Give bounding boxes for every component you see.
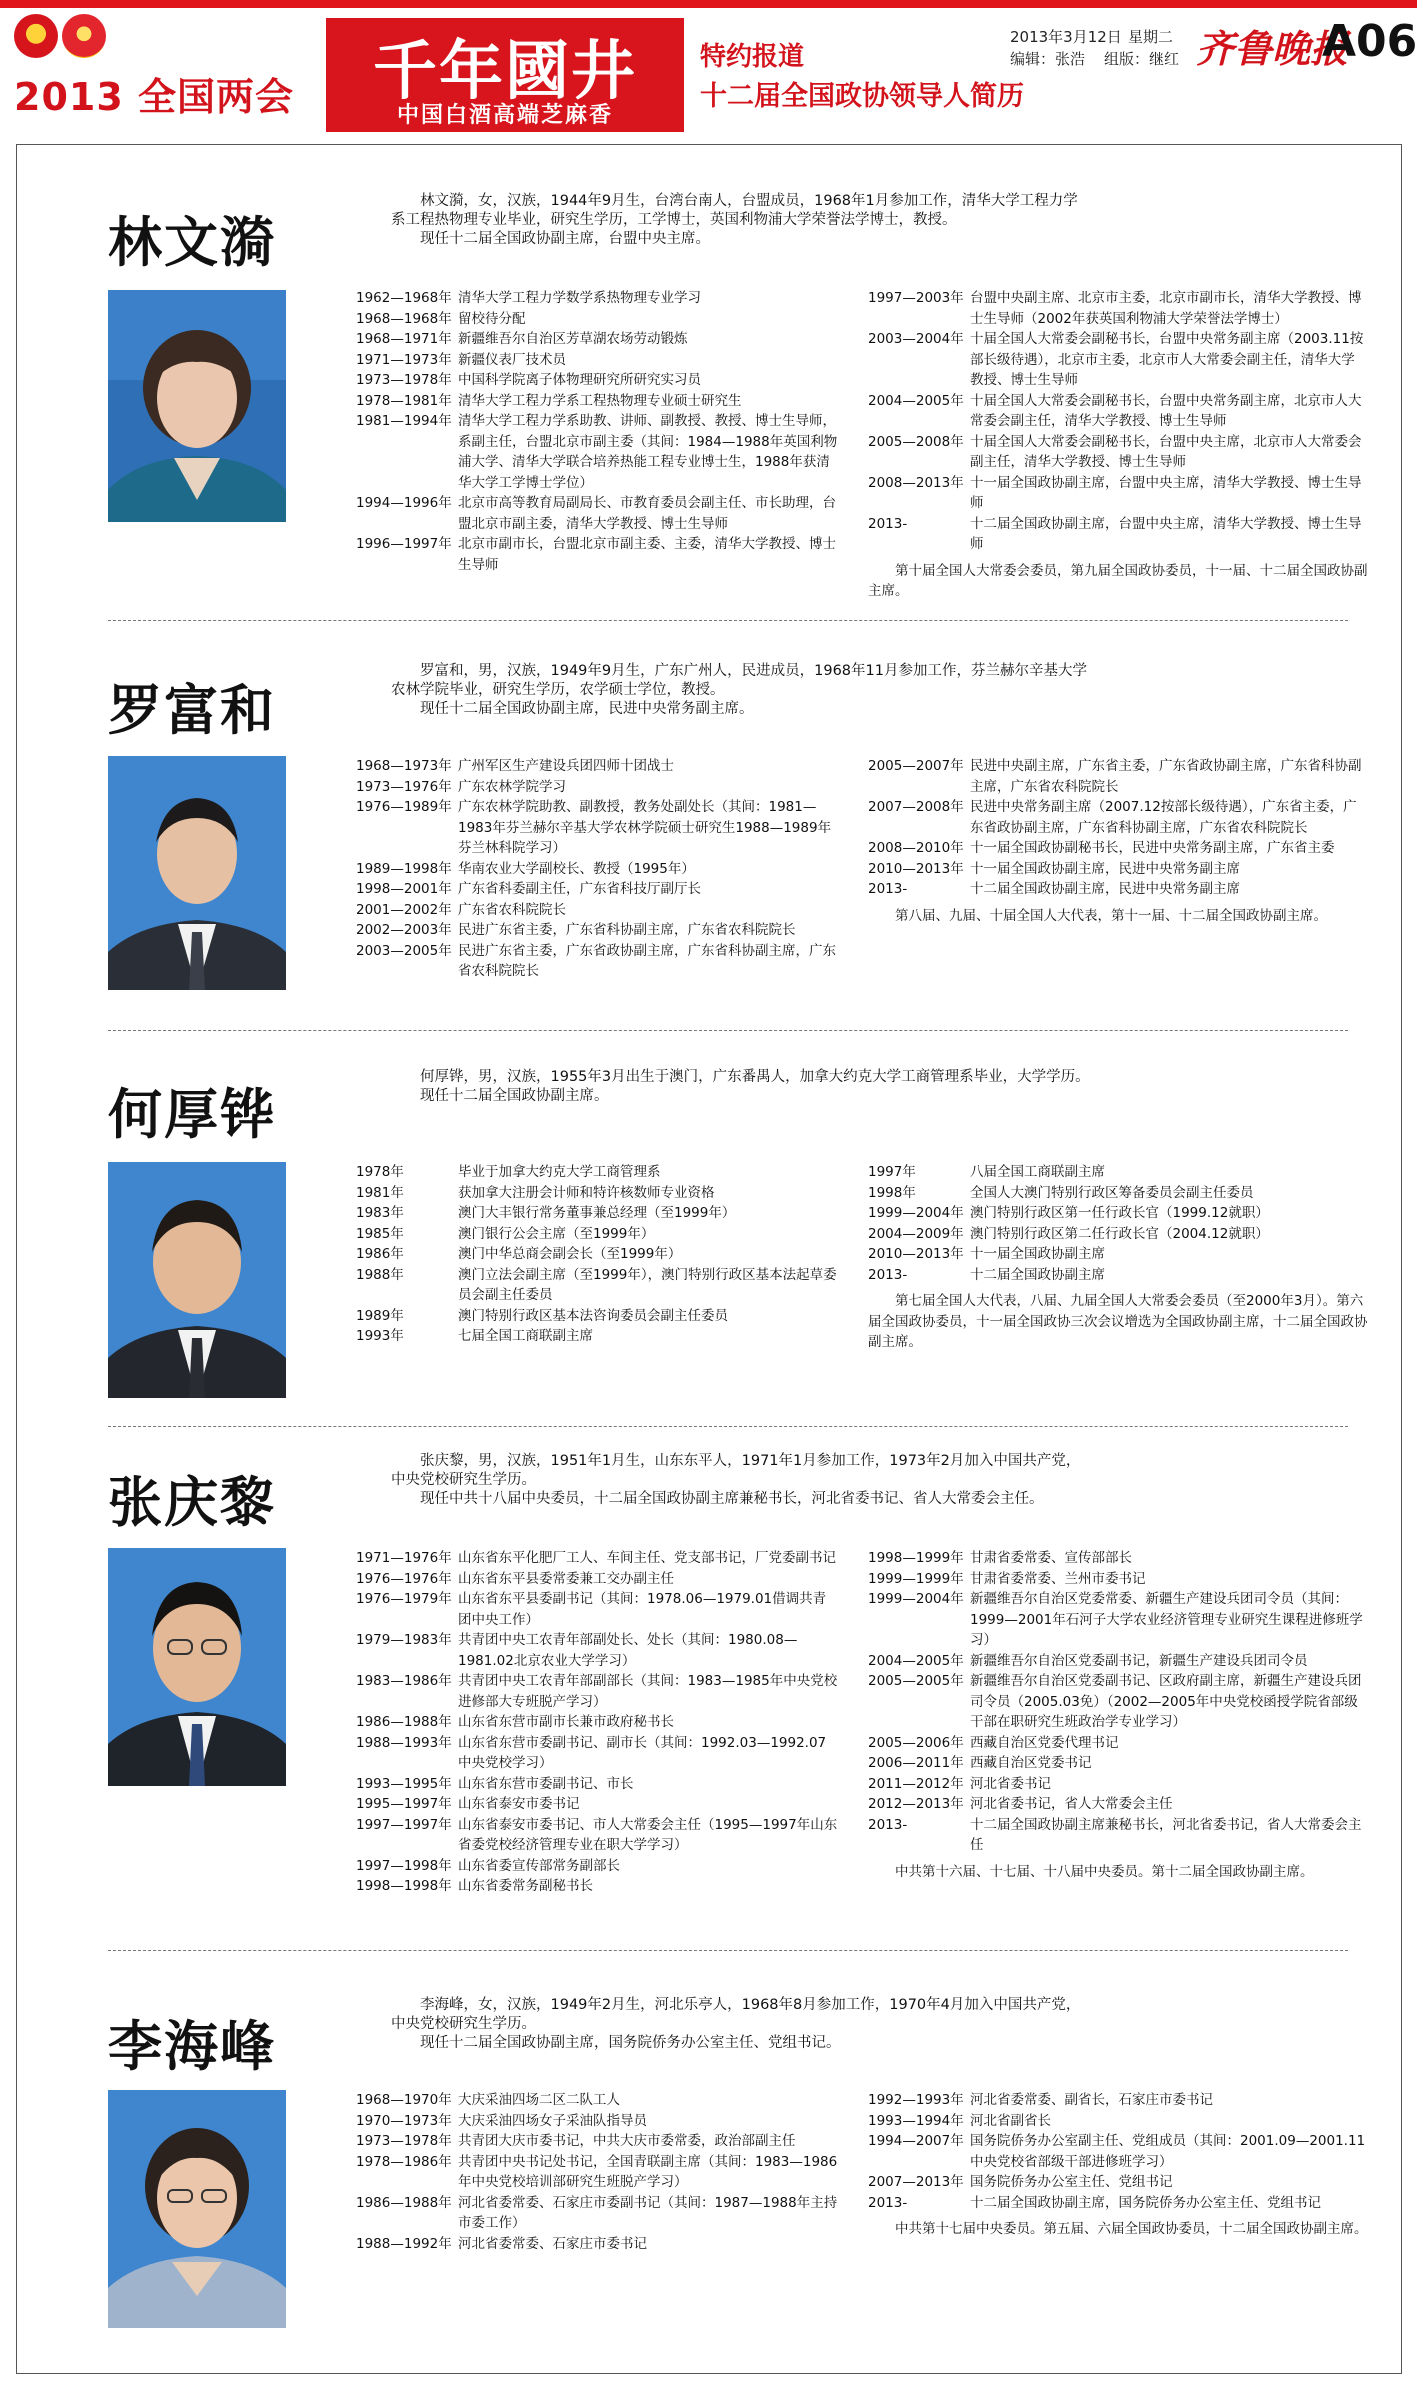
timeline-entry <box>868 2090 1368 2111</box>
editor-credit: 编辑：张浩 <box>1010 50 1086 68</box>
timeline-desc: 八届全国工商联副主席 <box>970 1164 1105 1180</box>
timeline-desc: 河北省委书记 <box>970 1775 1051 1792</box>
timeline-desc: 十届全国人大常委会副秘书长，台盟中央主席，北京市人大常委会副主任，清华大学教授、博士生导师 <box>970 433 1362 470</box>
career-timeline-left <box>356 2090 838 2254</box>
timeline-years: 1986—1988年 <box>356 1714 452 1730</box>
timeline-entry <box>356 2090 838 2111</box>
timeline-entry <box>868 1569 1368 1590</box>
profile-lin-wenyi <box>16 180 1402 600</box>
timeline-desc: 新疆维吾尔自治区党委副书记，新疆生产建设兵团司令员 <box>970 1652 1308 1669</box>
career-timeline-left <box>356 1548 838 1897</box>
timeline-entry <box>356 329 838 350</box>
timeline-years: 2001—2002年 <box>356 901 452 918</box>
timeline-years: 1983—1986年 <box>356 1673 452 1689</box>
timeline-entry <box>868 1774 1368 1795</box>
section-divider <box>108 1950 1348 1951</box>
timeline-entry <box>868 1815 1368 1856</box>
timeline-desc: 广东农林学院学习 <box>458 778 566 795</box>
bio-current-post: 现任中共十八届中央委员，十二届全国政协副主席兼秘书长，河北省委书记、省人大常委会主任。 <box>420 1491 1044 1507</box>
career-timeline-right <box>868 1548 1368 1882</box>
timeline-desc: 山东省东营市委副书记、市长 <box>458 1775 634 1792</box>
timeline-entry <box>356 1183 838 1204</box>
timeline-desc: 山东省东平化肥厂工人、车间主任、党支部书记，厂党委副书记 <box>458 1550 836 1566</box>
timeline-entry <box>868 838 1368 859</box>
profile-name: 林文漪 <box>108 210 276 274</box>
profile-zhang-qingli <box>16 1444 1402 1924</box>
profile-luo-fuhe <box>16 650 1402 1010</box>
timeline-years: 1976—1979年 <box>356 1591 452 1607</box>
timeline-entry <box>868 1244 1368 1265</box>
profile-bio <box>391 1452 1091 1509</box>
timeline-desc: 全国人大澳门特别行政区筹备委员会副主任委员 <box>970 1184 1254 1201</box>
timeline-years: 1988—1992年 <box>356 2235 452 2252</box>
timeline-entry <box>868 2111 1368 2132</box>
career-timeline-right <box>868 1162 1368 1353</box>
timeline-desc: 山东省委宣传部常务副部长 <box>458 1857 620 1874</box>
timeline-years: 1993年 <box>356 1328 404 1344</box>
timeline-entry <box>356 1589 838 1630</box>
portrait-photo <box>108 290 286 522</box>
timeline-desc: 澳门特别行政区第一任行政长官（1999.12就职） <box>970 1205 1269 1221</box>
section-divider <box>108 620 1348 621</box>
profile-note: 第十届全国人大常委会委员，第九届全国政协委员，十一届、十二届全国政协副主席。 <box>868 562 1368 599</box>
national-emblem-icon <box>14 14 58 58</box>
timeline-desc: 新疆维吾尔自治区党委常委、新疆生产建设兵团司令员（其间：1999—2001年石河子大学农业经济管理专业研究生课程进修班学习） <box>970 1591 1363 1648</box>
timeline-entry <box>868 1548 1368 1569</box>
timeline-entry <box>356 1733 838 1774</box>
timeline-entry <box>868 797 1368 838</box>
timeline-years: 2013- <box>868 881 908 897</box>
timeline-years: 1993—1995年 <box>356 1775 452 1792</box>
timeline-years: 1986年 <box>356 1246 404 1262</box>
timeline-entry <box>868 1671 1368 1733</box>
timeline-years: 2008—2010年 <box>868 840 964 856</box>
timeline-entry <box>868 1265 1368 1286</box>
timeline-entry <box>868 879 1368 900</box>
timeline-desc: 大庆采油四场二区二队工人 <box>458 2092 620 2108</box>
profile-bio <box>391 1068 1091 1106</box>
cppcc-emblem-icon <box>62 14 106 58</box>
timeline-years: 1971—1976年 <box>356 1550 452 1566</box>
timeline-desc: 共青团中央工农青年部副处长、处长（其间：1980.08—1981.02北京农业大学学习） <box>458 1632 798 1669</box>
timeline-desc: 十届全国人大常委会副秘书长，台盟中央常务副主席，北京市人大常委会副主任，清华大学教授、博士生导师 <box>970 392 1362 429</box>
special-report-label: 特约报道 <box>700 42 805 72</box>
profile-name: 何厚铧 <box>108 1082 276 1146</box>
timeline-entry <box>356 1548 838 1569</box>
timeline-years: 2013- <box>868 515 908 532</box>
issue-date: 2013年3月12日 <box>1010 28 1122 46</box>
timeline-desc: 民进广东省主委，广东省政协副主席，广东省科协副主席，广东省农科院院长 <box>458 942 836 979</box>
header-rule <box>0 0 1417 8</box>
timeline-desc: 共青团中央工农青年部副部长（其间：1983—1985年中央党校进修部大专班脱产学习） <box>458 1673 838 1710</box>
timeline-years: 1968—1970年 <box>356 2092 452 2108</box>
timeline-years: 1983年 <box>356 1205 404 1221</box>
timeline-entry <box>868 1224 1368 1245</box>
timeline-desc: 澳门中华总商会副会长（至1999年） <box>458 1246 682 1262</box>
bio-current-post: 现任十二届全国政协副主席，国务院侨务办公室主任、党组书记。 <box>420 2035 841 2051</box>
timeline-desc: 民进广东省主委，广东省科协副主席，广东省农科院院长 <box>458 922 796 938</box>
timeline-entry <box>356 1569 838 1590</box>
timeline-desc: 十一届全国政协副主席，民进中央常务副主席 <box>970 860 1240 877</box>
sponsor-name: 千年國井 <box>373 34 637 109</box>
timeline-entry <box>356 309 838 330</box>
timeline-desc: 十一届全国政协副秘书长，民进中央常务副主席，广东省主委 <box>970 840 1335 856</box>
timeline-desc: 十二届全国政协副主席，民进中央常务副主席 <box>970 881 1240 897</box>
timeline-years: 2010—2013年 <box>868 860 964 877</box>
timeline-desc: 新疆仪表厂技术员 <box>458 351 566 368</box>
page-subject: 十二届全国政协领导人简历 <box>700 81 1024 112</box>
timeline-desc: 毕业于加拿大约克大学工商管理系 <box>458 1164 661 1180</box>
timeline-entry <box>356 1774 838 1795</box>
portrait-photo <box>108 1162 286 1398</box>
timeline-years: 2008—2013年 <box>868 474 964 491</box>
timeline-years: 1995—1997年 <box>356 1796 452 1812</box>
timeline-desc: 河北省委常委、副省长，石家庄市委书记 <box>970 2092 1213 2108</box>
timeline-years: 1986—1988年 <box>356 2194 452 2211</box>
timeline-years: 1973—1976年 <box>356 778 452 795</box>
timeline-entry <box>356 756 838 777</box>
timeline-years: 2007—2008年 <box>868 799 964 815</box>
timeline-entry <box>868 288 1368 329</box>
timeline-entry <box>356 1265 838 1306</box>
timeline-years: 2006—2011年 <box>868 1755 964 1771</box>
timeline-years: 2004—2005年 <box>868 392 964 409</box>
timeline-years: 1985年 <box>356 1225 404 1242</box>
timeline-years: 2013- <box>868 2194 908 2211</box>
timeline-desc: 新疆维吾尔自治区党委副书记、区政府副主席，新疆生产建设兵团司令员（2005.03免）（2002—2005年中央党校函授学院省部级干部在职研究生班政治学专业学习） <box>970 1673 1362 1730</box>
timeline-desc: 华南农业大学副校长、教授（1995年） <box>458 860 695 877</box>
timeline-years: 1973—1978年 <box>356 372 452 388</box>
timeline-entry <box>356 370 838 391</box>
issue-weekday: 星期二 <box>1128 28 1174 46</box>
timeline-desc: 清华大学工程力学系工程热物理专业硕士研究生 <box>458 392 742 409</box>
profile-name: 李海峰 <box>108 2014 276 2078</box>
timeline-entry <box>356 797 838 859</box>
timeline-years: 1978—1986年 <box>356 2153 452 2170</box>
timeline-years: 2003—2004年 <box>868 331 964 347</box>
timeline-years: 1999—2004年 <box>868 1591 964 1607</box>
profile-bio <box>391 192 1091 249</box>
timeline-desc: 民进中央常务副主席（2007.12按部长级待遇），广东省主委，广东省政协副主席，广东省科协副主席，广东省农科院院长 <box>970 799 1357 836</box>
timeline-entry <box>868 756 1368 797</box>
timeline-desc: 北京市副市长，台盟北京市副主委、主委，清华大学教授、博士生导师 <box>458 536 836 573</box>
timeline-years: 1997—1998年 <box>356 1857 452 1874</box>
bio-current-post: 现任十二届全国政协副主席，台盟中央主席。 <box>420 231 710 247</box>
timeline-desc: 河北省委常委、石家庄市委副书记（其间：1987—1988年主持市委工作） <box>458 2194 838 2231</box>
timeline-entry <box>356 1162 838 1183</box>
timeline-desc: 山东省委常务副秘书长 <box>458 1878 593 1894</box>
timeline-desc: 甘肃省委常委、宣传部部长 <box>970 1550 1132 1566</box>
career-timeline-right <box>868 756 1368 926</box>
timeline-entry <box>868 2193 1368 2214</box>
timeline-desc: 广东农林学院助教、副教授，教务处副处长（其间：1981—1983年芬兰赫尔辛基大学农林学院硕士研究生1988—1989年芬兰林科院学习） <box>458 799 832 856</box>
timeline-entry <box>356 2131 838 2152</box>
timeline-years: 1989年 <box>356 1307 404 1324</box>
timeline-desc: 新疆维吾尔自治区芳草湖农场劳动锻炼 <box>458 331 688 347</box>
timeline-years: 1999—2004年 <box>868 1205 964 1221</box>
timeline-desc: 国务院侨务办公室副主任、党组成员（其间：2001.09—2001.11中央党校省部级干部进修班学习） <box>970 2133 1366 2170</box>
timeline-years: 1978—1981年 <box>356 392 452 409</box>
profile-bio <box>391 1996 1091 2053</box>
timeline-desc: 十二届全国政协副主席，国务院侨务办公室主任、党组书记 <box>970 2194 1321 2211</box>
timeline-entry <box>356 411 838 493</box>
profile-name: 张庆黎 <box>108 1470 276 1534</box>
timeline-entry <box>356 1306 838 1327</box>
timeline-years: 1976—1989年 <box>356 799 452 815</box>
timeline-years: 1998—2001年 <box>356 881 452 897</box>
timeline-years: 1988—1993年 <box>356 1734 452 1751</box>
timeline-entry <box>356 2193 838 2234</box>
timeline-years: 1992—1993年 <box>868 2092 964 2108</box>
newspaper-name: 齐鲁晚报 <box>1196 26 1349 71</box>
timeline-desc: 山东省东营市副市长兼市政府秘书长 <box>458 1714 674 1730</box>
timeline-entry <box>356 1712 838 1733</box>
timeline-desc: 西藏自治区党委代理书记 <box>970 1734 1119 1751</box>
timeline-years: 1994—2007年 <box>868 2133 964 2149</box>
timeline-years: 1999—1999年 <box>868 1570 964 1587</box>
timeline-entry <box>356 1630 838 1671</box>
timeline-years: 1968—1971年 <box>356 331 452 347</box>
timeline-years: 2003—2005年 <box>356 942 452 959</box>
timeline-desc: 河北省委书记，省人大常委会主任 <box>970 1796 1173 1812</box>
timeline-years: 2007—2013年 <box>868 2174 964 2190</box>
timeline-years: 1996—1997年 <box>356 536 452 552</box>
timeline-years: 1997—2003年 <box>868 290 964 306</box>
portrait-photo <box>108 2090 286 2328</box>
timeline-desc: 清华大学工程力学系助教、讲师、副教授、教授、博士生导师，系副主任，台盟北京市副主委（其间：1984—1988年英国利物浦大学、清华大学联合培养热能工程专业博士生，1988年获清华大学工学博士学位） <box>458 413 838 491</box>
timeline-entry <box>356 920 838 941</box>
timeline-desc: 澳门特别行政区第二任行政长官（2004.12就职） <box>970 1225 1269 1242</box>
timeline-years: 1981—1994年 <box>356 413 452 429</box>
composer-credit: 组版：继红 <box>1104 50 1180 68</box>
timeline-desc: 澳门大丰银行常务董事兼总经理（至1999年） <box>458 1205 736 1221</box>
timeline-entry <box>868 1733 1368 1754</box>
timeline-years: 1973—1978年 <box>356 2133 452 2149</box>
timeline-years: 2002—2003年 <box>356 922 452 938</box>
timeline-years: 2004—2009年 <box>868 1225 964 1242</box>
timeline-desc: 十二届全国政协副主席，台盟中央主席，清华大学教授、博士生导师 <box>970 515 1362 552</box>
timeline-entry <box>356 534 838 575</box>
timeline-years: 2013- <box>868 1816 908 1833</box>
timeline-entry <box>356 288 838 309</box>
timeline-entry <box>356 1856 838 1877</box>
timeline-desc: 山东省东平县委常委兼工交办副主任 <box>458 1570 674 1587</box>
timeline-entry <box>356 1203 838 1224</box>
section-divider <box>108 1030 1348 1031</box>
timeline-entry <box>868 473 1368 514</box>
bio-current-post: 现任十二届全国政协副主席，民进中央常务副主席。 <box>420 701 754 717</box>
page-number: A06 <box>1322 16 1417 67</box>
profile-note: 中共第十七届中央委员。第五届、六届全国政协委员，十二届全国政协副主席。 <box>895 2221 1368 2237</box>
timeline-entry <box>356 900 838 921</box>
timeline-desc: 七届全国工商联副主席 <box>458 1328 593 1344</box>
timeline-desc: 十届全国人大常委会副秘书长，台盟中央常务副主席（2003.11按部长级待遇），北京市主委，北京市人大常委会副主任，清华大学教授、博士生导师 <box>970 331 1364 388</box>
profile-name: 罗富和 <box>108 678 276 742</box>
profile-li-haifeng <box>16 1990 1402 2370</box>
timeline-desc: 共青团中央书记处书记，全国青联副主席（其间：1983—1986年中央党校培训部研究生班脱产学习） <box>458 2153 838 2190</box>
timeline-years: 1968—1973年 <box>356 758 452 774</box>
timeline-entry <box>868 1589 1368 1651</box>
timeline-desc: 国务院侨务办公室主任、党组书记 <box>970 2174 1173 2190</box>
timeline-desc: 十一届全国政协副主席，台盟中央主席，清华大学教授、博士生导师 <box>970 474 1362 511</box>
timeline-desc: 共青团大庆市委书记，中共大庆市委常委，政治部副主任 <box>458 2133 796 2149</box>
bio-text: 罗富和，男，汉族，1949年9月生，广东广州人，民进成员，1968年11月参加工作，芬兰赫尔辛基大学农林学院毕业，研究生学历，农学硕士学位，教授。 <box>391 663 1087 698</box>
timeline-years: 1997年 <box>868 1164 916 1180</box>
timeline-years: 1997—1997年 <box>356 1816 452 1833</box>
timeline-years: 1962—1968年 <box>356 290 452 306</box>
timeline-years: 1968—1968年 <box>356 310 452 327</box>
timeline-years: 1976—1976年 <box>356 1570 452 1587</box>
timeline-entry <box>868 2131 1368 2172</box>
timeline-desc: 民进中央副主席，广东省主委，广东省政协副主席，广东省科协副主席，广东省农科院院长 <box>970 758 1362 795</box>
timeline-desc: 山东省东营市委副书记、副市长（其间：1992.03—1992.07中央党校学习） <box>458 1734 827 1771</box>
timeline-entry <box>356 1815 838 1856</box>
timeline-entry <box>868 514 1368 555</box>
timeline-years: 2005—2007年 <box>868 758 964 774</box>
bio-text: 林文漪，女，汉族，1944年9月生，台湾台南人，台盟成员，1968年1月参加工作，清华大学工程力学系工程热物理专业毕业，研究生学历，工学博士，英国利物浦大学荣誉法学博士，教授。 <box>391 193 1078 228</box>
bio-text: 何厚铧，男，汉族，1955年3月出生于澳门，广东番禺人，加拿大约克大学工商管理系毕业，大学学历。 <box>420 1069 1090 1085</box>
timeline-years: 1971—1973年 <box>356 351 452 368</box>
timeline-desc: 十一届全国政协副主席 <box>970 1246 1105 1262</box>
timeline-entry <box>868 1162 1368 1183</box>
profile-bio <box>391 662 1091 719</box>
bio-current-post: 现任十二届全国政协副主席。 <box>420 1088 609 1104</box>
page-header <box>0 0 1417 140</box>
timeline-desc: 北京市高等教育局副局长、市教育委员会副主任、市长助理，台盟北京市副主委，清华大学教授、博士生导师 <box>458 495 836 532</box>
section-divider <box>108 1426 1348 1427</box>
timeline-entry <box>868 1794 1368 1815</box>
timeline-entry <box>356 1244 838 1265</box>
timeline-entry <box>356 2152 838 2193</box>
timeline-desc: 留校待分配 <box>458 310 526 327</box>
profile-he-houhua <box>16 1056 1402 1416</box>
timeline-entry <box>356 1326 838 1347</box>
timeline-entry <box>868 1753 1368 1774</box>
career-timeline-right <box>868 2090 1368 2240</box>
timeline-years: 1979—1983年 <box>356 1632 452 1648</box>
timeline-entry <box>356 777 838 798</box>
timeline-entry <box>356 2111 838 2132</box>
timeline-desc: 十二届全国政协副主席兼秘书长，河北省委书记，省人大常委会主任 <box>970 1816 1362 1853</box>
timeline-entry <box>868 1651 1368 1672</box>
timeline-desc: 澳门特别行政区基本法咨询委员会副主任委员 <box>458 1307 728 1324</box>
timeline-entry <box>868 329 1368 391</box>
profile-note: 第八届、九届、十届全国人大代表，第十一届、十二届全国政协副主席。 <box>895 907 1327 924</box>
timeline-years: 2011—2012年 <box>868 1775 964 1792</box>
bio-text: 李海峰，女，汉族，1949年2月生，河北乐亭人，1968年8月参加工作，1970年4月加入中国共产党，中央党校研究生学历。 <box>391 1997 1081 2032</box>
profile-note: 中共第十六届、十七届、十八届中央委员。第十二届全国政协副主席。 <box>895 1863 1314 1880</box>
timeline-years: 2005—2005年 <box>868 1673 964 1689</box>
timeline-entry <box>356 1671 838 1712</box>
portrait-photo <box>108 1548 286 1786</box>
sponsor-banner <box>326 18 684 132</box>
timeline-years: 2004—2005年 <box>868 1652 964 1669</box>
timeline-years: 1994—1996年 <box>356 495 452 511</box>
timeline-years: 2013- <box>868 1266 908 1283</box>
timeline-years: 1981年 <box>356 1184 404 1201</box>
timeline-desc: 西藏自治区党委书记 <box>970 1755 1092 1771</box>
timeline-desc: 山东省泰安市委书记 <box>458 1796 580 1812</box>
timeline-desc: 澳门立法会副主席（至1999年），澳门特别行政区基本法起草委员会副主任委员 <box>458 1266 837 1303</box>
timeline-years: 2005—2008年 <box>868 433 964 450</box>
timeline-entry <box>356 1876 838 1897</box>
timeline-desc: 广东省农科院院长 <box>458 901 566 918</box>
timeline-entry <box>356 2234 838 2255</box>
timeline-years: 1978年 <box>356 1164 404 1180</box>
timeline-desc: 山东省东平县委副书记（其间：1978.06—1979.01借调共青团中央工作） <box>458 1591 827 1628</box>
timeline-entry <box>356 493 838 534</box>
timeline-desc: 澳门银行公会主席（至1999年） <box>458 1225 655 1242</box>
portrait-photo <box>108 756 286 990</box>
timeline-desc: 中国科学院离子体物理研究所研究实习员 <box>458 372 701 388</box>
timeline-entry <box>356 941 838 982</box>
timeline-desc: 清华大学工程力学数学系热物理专业学习 <box>458 290 701 306</box>
career-timeline-left <box>356 1162 838 1347</box>
career-timeline-right <box>868 288 1368 602</box>
timeline-years: 1998—1999年 <box>868 1550 964 1566</box>
timeline-years: 1993—1994年 <box>868 2112 964 2129</box>
timeline-years: 1998—1998年 <box>356 1878 452 1894</box>
timeline-desc: 甘肃省委常委、兰州市委书记 <box>970 1570 1146 1587</box>
timeline-years: 2010—2013年 <box>868 1246 964 1262</box>
timeline-entry <box>356 859 838 880</box>
timeline-years: 1988年 <box>356 1266 404 1283</box>
bio-text: 张庆黎，男，汉族，1951年1月生，山东东平人，1971年1月参加工作，1973年2月加入中国共产党，中央党校研究生学历。 <box>391 1453 1081 1488</box>
timeline-entry <box>868 859 1368 880</box>
timeline-entry <box>356 391 838 412</box>
timeline-entry <box>868 1203 1368 1224</box>
timeline-desc: 广东省科委副主任，广东省科技厅副厅长 <box>458 881 701 897</box>
timeline-entry <box>356 879 838 900</box>
timeline-entry <box>868 391 1368 432</box>
timeline-entry <box>868 2172 1368 2193</box>
timeline-desc: 台盟中央副主席、北京市主委，北京市副市长，清华大学教授、博士生导师（2002年获英国利物浦大学荣誉法学博士） <box>970 290 1362 327</box>
career-timeline-left <box>356 756 838 982</box>
timeline-years: 1989—1998年 <box>356 860 452 877</box>
timeline-desc: 十二届全国政协副主席 <box>970 1266 1105 1283</box>
timeline-entry <box>868 432 1368 473</box>
timeline-desc: 河北省副省长 <box>970 2112 1051 2129</box>
timeline-desc: 大庆采油四场女子采油队指导员 <box>458 2112 647 2129</box>
timeline-desc: 山东省泰安市委书记、市人大常委会主任（1995—1997年山东省委党校经济管理专业在职大学学习） <box>458 1816 838 1853</box>
timeline-desc: 广州军区生产建设兵团四师十团战士 <box>458 758 674 774</box>
career-timeline-left <box>356 288 838 575</box>
timeline-entry <box>356 350 838 371</box>
timeline-years: 1970—1973年 <box>356 2112 452 2129</box>
sponsor-slogan: 中国白酒高端芝麻香 <box>396 103 613 128</box>
timeline-desc: 获加拿大注册会计师和特许核数师专业资格 <box>458 1184 715 1201</box>
timeline-entry <box>868 1183 1368 1204</box>
profile-note: 第七届全国人大代表，八届、九届全国人大常委会委员（至2000年3月）。第六届全国政协委员，十一届全国政协三次会议增选为全国政协副主席，十二届全国政协副主席。 <box>868 1293 1368 1350</box>
section-title: 2013 全国两会 <box>14 75 294 119</box>
timeline-years: 1998年 <box>868 1184 916 1201</box>
timeline-years: 2012—2013年 <box>868 1796 964 1812</box>
timeline-entry <box>356 1794 838 1815</box>
timeline-desc: 河北省委常委、石家庄市委书记 <box>458 2235 647 2252</box>
timeline-entry <box>356 1224 838 1245</box>
timeline-years: 2005—2006年 <box>868 1734 964 1751</box>
